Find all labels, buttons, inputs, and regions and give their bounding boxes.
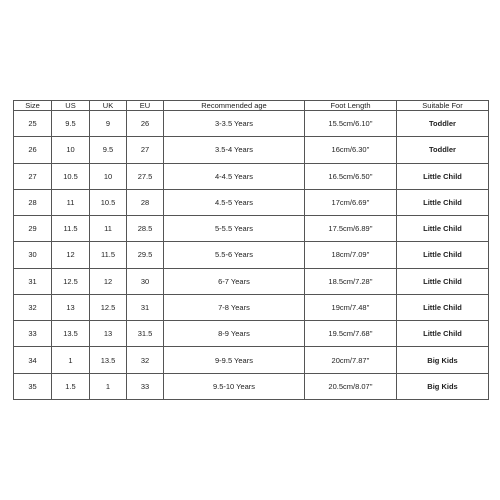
cell-recommended-age: 5-5.5 Years bbox=[164, 216, 305, 242]
cell-uk: 9.5 bbox=[90, 137, 127, 163]
cell-foot-length: 19cm/7.48'' bbox=[305, 294, 397, 320]
cell-eu: 28 bbox=[127, 189, 164, 215]
cell-foot-length: 15.5cm/6.10'' bbox=[305, 111, 397, 137]
column-header-suitable-for: Suitable For bbox=[397, 101, 489, 111]
cell-uk: 12 bbox=[90, 268, 127, 294]
table-row bbox=[14, 242, 489, 268]
cell-foot-length: 17.5cm/6.89'' bbox=[305, 216, 397, 242]
cell-eu: 28.5 bbox=[127, 216, 164, 242]
table-row bbox=[14, 294, 489, 320]
cell-foot-length: 20cm/7.87'' bbox=[305, 347, 397, 373]
cell-eu: 31.5 bbox=[127, 321, 164, 347]
cell-foot-length: 18.5cm/7.28'' bbox=[305, 268, 397, 294]
table-row bbox=[14, 321, 489, 347]
table-row bbox=[14, 111, 489, 137]
cell-suitable-for: Little Child bbox=[397, 189, 489, 215]
cell-recommended-age: 4-4.5 Years bbox=[164, 163, 305, 189]
table-row bbox=[14, 347, 489, 373]
cell-eu: 33 bbox=[127, 373, 164, 399]
cell-size: 32 bbox=[14, 294, 52, 320]
header-row bbox=[14, 101, 489, 111]
cell-uk: 11.5 bbox=[90, 242, 127, 268]
cell-uk: 1 bbox=[90, 373, 127, 399]
cell-recommended-age: 8-9 Years bbox=[164, 321, 305, 347]
cell-recommended-age: 9.5-10 Years bbox=[164, 373, 305, 399]
table-row bbox=[14, 216, 489, 242]
cell-us: 11 bbox=[52, 189, 90, 215]
cell-us: 12.5 bbox=[52, 268, 90, 294]
cell-eu: 29.5 bbox=[127, 242, 164, 268]
cell-foot-length: 19.5cm/7.68'' bbox=[305, 321, 397, 347]
cell-recommended-age: 3.5-4 Years bbox=[164, 137, 305, 163]
table-row bbox=[14, 268, 489, 294]
cell-suitable-for: Toddler bbox=[397, 137, 489, 163]
column-header-recommended-age: Recommended age bbox=[164, 101, 305, 111]
cell-uk: 13.5 bbox=[90, 347, 127, 373]
table-row bbox=[14, 189, 489, 215]
table-body bbox=[14, 111, 489, 400]
cell-eu: 32 bbox=[127, 347, 164, 373]
cell-us: 11.5 bbox=[52, 216, 90, 242]
cell-size: 27 bbox=[14, 163, 52, 189]
cell-suitable-for: Little Child bbox=[397, 294, 489, 320]
cell-suitable-for: Big Kids bbox=[397, 347, 489, 373]
cell-size: 35 bbox=[14, 373, 52, 399]
cell-us: 12 bbox=[52, 242, 90, 268]
cell-foot-length: 17cm/6.69'' bbox=[305, 189, 397, 215]
cell-uk: 13 bbox=[90, 321, 127, 347]
cell-foot-length: 16.5cm/6.50'' bbox=[305, 163, 397, 189]
cell-foot-length: 16cm/6.30'' bbox=[305, 137, 397, 163]
column-header-eu: EU bbox=[127, 101, 164, 111]
cell-size: 25 bbox=[14, 111, 52, 137]
cell-suitable-for: Toddler bbox=[397, 111, 489, 137]
cell-uk: 10.5 bbox=[90, 189, 127, 215]
cell-eu: 31 bbox=[127, 294, 164, 320]
cell-size: 29 bbox=[14, 216, 52, 242]
cell-size: 26 bbox=[14, 137, 52, 163]
cell-eu: 27 bbox=[127, 137, 164, 163]
cell-suitable-for: Little Child bbox=[397, 268, 489, 294]
cell-foot-length: 18cm/7.09'' bbox=[305, 242, 397, 268]
cell-eu: 27.5 bbox=[127, 163, 164, 189]
column-header-foot-length: Foot Length bbox=[305, 101, 397, 111]
column-header-uk: UK bbox=[90, 101, 127, 111]
cell-size: 30 bbox=[14, 242, 52, 268]
column-header-size: Size bbox=[14, 101, 52, 111]
cell-uk: 11 bbox=[90, 216, 127, 242]
table-row bbox=[14, 373, 489, 399]
table-row bbox=[14, 137, 489, 163]
cell-recommended-age: 6-7 Years bbox=[164, 268, 305, 294]
cell-recommended-age: 9-9.5 Years bbox=[164, 347, 305, 373]
table-row bbox=[14, 163, 489, 189]
cell-us: 10.5 bbox=[52, 163, 90, 189]
cell-eu: 26 bbox=[127, 111, 164, 137]
cell-us: 1.5 bbox=[52, 373, 90, 399]
column-header-us: US bbox=[52, 101, 90, 111]
cell-uk: 10 bbox=[90, 163, 127, 189]
cell-suitable-for: Little Child bbox=[397, 163, 489, 189]
cell-suitable-for: Little Child bbox=[397, 242, 489, 268]
cell-us: 10 bbox=[52, 137, 90, 163]
cell-suitable-for: Little Child bbox=[397, 216, 489, 242]
cell-recommended-age: 4.5-5 Years bbox=[164, 189, 305, 215]
cell-recommended-age: 5.5-6 Years bbox=[164, 242, 305, 268]
cell-recommended-age: 3-3.5 Years bbox=[164, 111, 305, 137]
cell-us: 13 bbox=[52, 294, 90, 320]
cell-size: 28 bbox=[14, 189, 52, 215]
cell-uk: 9 bbox=[90, 111, 127, 137]
cell-eu: 30 bbox=[127, 268, 164, 294]
cell-size: 33 bbox=[14, 321, 52, 347]
size-chart-table bbox=[13, 100, 489, 400]
cell-recommended-age: 7-8 Years bbox=[164, 294, 305, 320]
cell-us: 9.5 bbox=[52, 111, 90, 137]
cell-suitable-for: Little Child bbox=[397, 321, 489, 347]
cell-foot-length: 20.5cm/8.07'' bbox=[305, 373, 397, 399]
cell-uk: 12.5 bbox=[90, 294, 127, 320]
cell-us: 13.5 bbox=[52, 321, 90, 347]
cell-us: 1 bbox=[52, 347, 90, 373]
cell-size: 34 bbox=[14, 347, 52, 373]
cell-size: 31 bbox=[14, 268, 52, 294]
cell-suitable-for: Big Kids bbox=[397, 373, 489, 399]
